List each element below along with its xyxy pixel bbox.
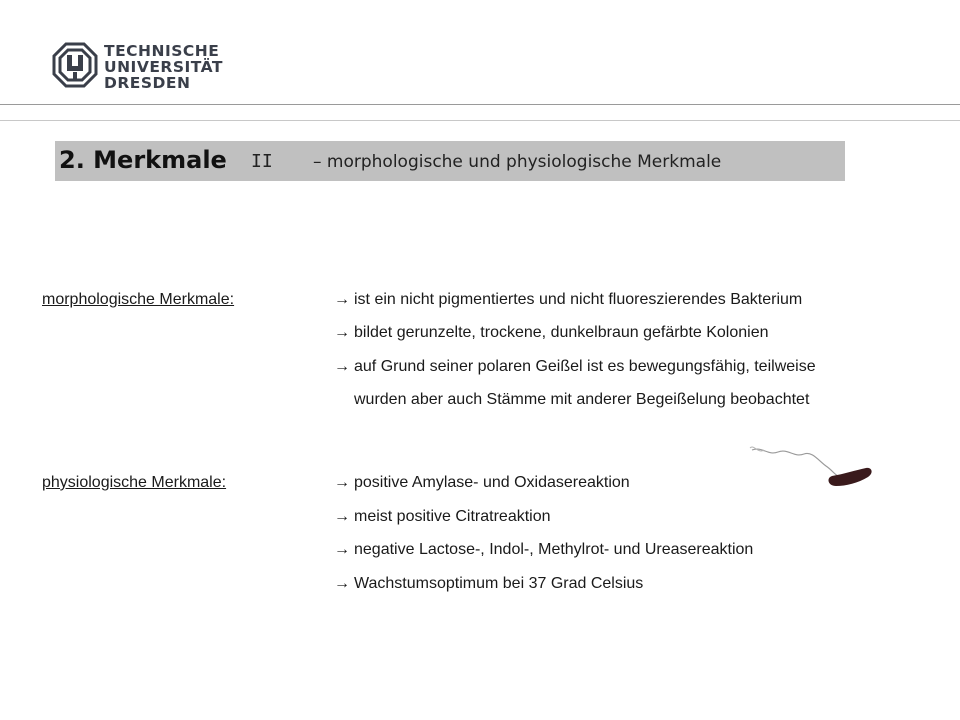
header-divider — [0, 104, 960, 105]
tu-dresden-logo — [52, 42, 222, 94]
list-item — [334, 474, 630, 492]
list-item-text: Wachstumsoptimum bei 37 Grad Celsius — [354, 575, 644, 592]
bacterium-illustration-icon — [748, 440, 878, 495]
slide-title: 2. Merkmale — [59, 146, 227, 174]
slide-subtitle: – morphologische und physiologische Merkmale — [313, 152, 722, 172]
logo-line-3: DRESDEN — [104, 74, 191, 92]
list-item — [334, 291, 802, 309]
logo-line-2: UNIVERSITÄT — [104, 58, 224, 76]
logo-wordmark — [104, 43, 223, 91]
arrow-right-icon: → — [334, 541, 350, 558]
list-item-text: bildet gerunzelte, trockene, dunkelbraun gefärbte Kolonien — [354, 324, 769, 341]
header-divider-secondary — [0, 120, 960, 121]
arrow-right-icon: → — [334, 358, 350, 375]
list-item-text: positive Amylase- und Oxidasereaktion — [354, 474, 630, 491]
arrow-right-icon: → — [334, 508, 350, 525]
arrow-right-icon: → — [334, 474, 350, 491]
list-item — [334, 508, 551, 526]
arrow-right-icon: → — [334, 575, 350, 592]
list-item — [334, 324, 769, 342]
logo-line-1: TECHNISCHE — [104, 42, 220, 60]
list-item — [334, 541, 753, 559]
list-item-text: auf Grund seiner polaren Geißel ist es bewegungsfähig, teilweise — [354, 358, 816, 375]
list-item-text: meist positive Citratreaktion — [354, 508, 551, 525]
arrow-right-icon: → — [334, 291, 350, 308]
slide-title-band — [55, 141, 845, 181]
list-item — [334, 575, 643, 593]
slide-title-roman-numeral: II — [251, 151, 273, 172]
list-item-text: ist ein nicht pigmentiertes und nicht fluoreszierendes Bakterium — [354, 291, 803, 308]
tu-dresden-emblem-icon — [52, 42, 98, 88]
morphological-label: morphologische Merkmale: — [42, 291, 235, 308]
list-item-continuation: wurden aber auch Stämme mit anderer Begeißelung beobachtet — [354, 391, 810, 408]
list-item-text: negative Lactose-, Indol-, Methylrot- und Ureasereaktion — [354, 541, 754, 558]
arrow-right-icon: → — [334, 324, 350, 341]
list-item — [334, 358, 816, 376]
physiological-label: physiologische Merkmale: — [42, 474, 227, 491]
